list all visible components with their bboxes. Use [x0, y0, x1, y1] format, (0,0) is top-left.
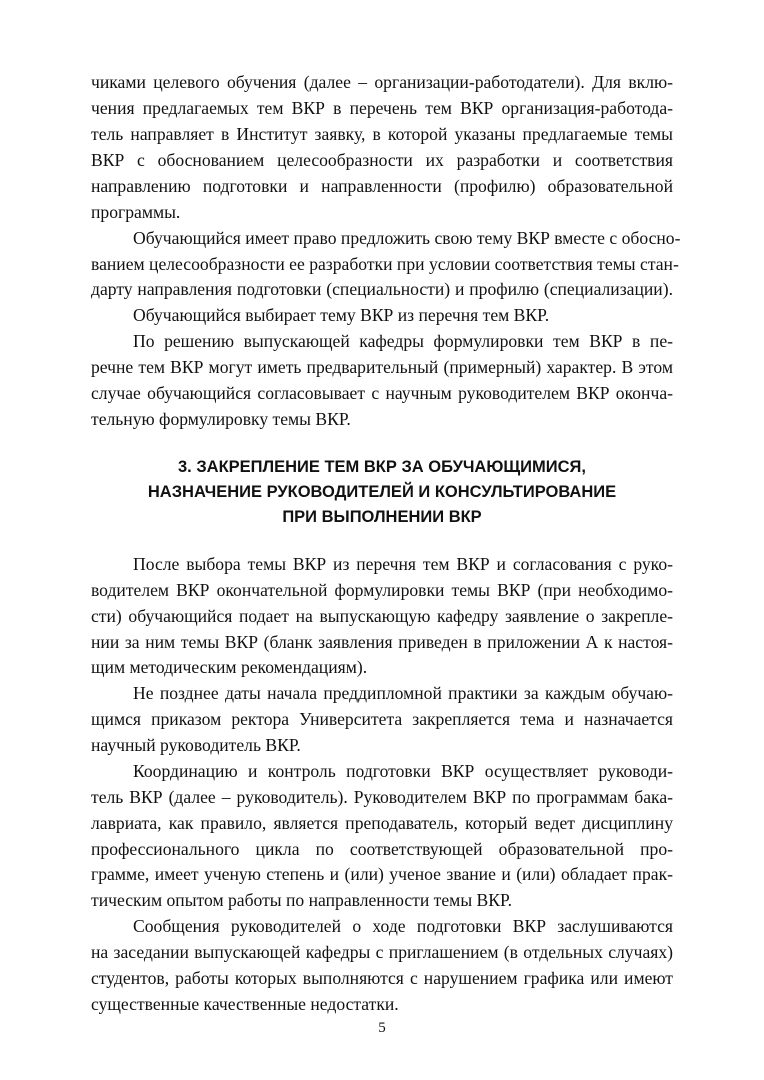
- section-heading-line: ПРИ ВЫПОЛНЕНИИ ВКР: [282, 508, 482, 526]
- paragraph-line: Обучающийся выбирает тему ВКР из перечня тем ВКР.: [133, 305, 550, 325]
- paragraph-line: чиками целевого обучения (далее – организации-работодатели). Для вклю-: [91, 72, 673, 92]
- paragraph-line: существенные качественные недостатки.: [91, 994, 399, 1014]
- paragraph-line: водителем ВКР окончательной формулировки темы ВКР (при необходимо-: [91, 580, 673, 600]
- paragraph-line: лавриата, как правило, является преподаватель, который ведет дисциплину: [91, 813, 673, 833]
- section-heading-line: 3. ЗАКРЕПЛЕНИЕ ТЕМ ВКР ЗА ОБУЧАЮЩИМИСЯ,: [177, 458, 587, 476]
- paragraph-line: Координацию и контроль подготовки ВКР осуществляет руководи-: [133, 761, 673, 781]
- paragraph-line: После выбора темы ВКР из перечня тем ВКР и согласования с руко-: [133, 554, 673, 574]
- paragraph-line: Обучающийся имеет право предложить свою тему ВКР вместе с обосно-: [133, 228, 681, 248]
- paragraph-line: тель направляет в Институт заявку, в которой указаны предлагаемые темы: [91, 124, 673, 144]
- paragraph-line: сти) обучающийся подает на выпускающую кафедру заявление о закрепле-: [91, 606, 673, 626]
- paragraph-line: на заседании выпускающей кафедры с приглашением (в отдельных случаях): [91, 942, 673, 962]
- paragraph-line: тельную формулировку темы ВКР.: [91, 409, 351, 429]
- paragraph-line: щим методическим рекомендациям).: [91, 657, 368, 677]
- paragraph-line: ванием целесообразности ее разработки при условии соответствия темы стан-: [91, 254, 679, 274]
- paragraph-line: тическим опытом работы по направленности темы ВКР.: [91, 890, 512, 910]
- paragraph-line: тель ВКР (далее – руководитель). Руководителем ВКР по программам бака-: [91, 787, 673, 807]
- paragraph-line: По решению выпускающей кафедры формулировки тем ВКР в пе-: [133, 331, 673, 351]
- paragraph-line: Не позднее даты начала преддипломной практики за каждым обучаю-: [133, 683, 673, 703]
- paragraph-line: профессионального цикла по соответствующей образовательной про-: [91, 839, 673, 859]
- paragraph-line: студентов, работы которых выполняются с нарушением графика или имеют: [91, 968, 673, 988]
- section-heading-line: НАЗНАЧЕНИЕ РУКОВОДИТЕЛЕЙ И КОНСУЛЬТИРОВАНИЕ: [147, 483, 617, 501]
- paragraph-line: случае обучающийся согласовывает с научным руководителем ВКР оконча-: [91, 383, 673, 403]
- paragraph-line: чения предлагаемых тем ВКР в перечень тем ВКР организация-работода-: [91, 98, 673, 118]
- page-number: 5: [378, 1020, 386, 1036]
- paragraph-line: ВКР с обоснованием целесообразности их разработки и соответствия: [91, 150, 673, 170]
- paragraph-line: направлению подготовки и направленности (профилю) образовательной: [91, 176, 673, 196]
- paragraph-line: речне тем ВКР могут иметь предварительный (примерный) характер. В этом: [91, 357, 673, 377]
- paragraph-line: грамме, имеет ученую степень и (или) ученое звание и (или) обладает прак-: [91, 864, 673, 884]
- paragraph-line: научный руководитель ВКР.: [91, 735, 301, 755]
- paragraph-line: щимся приказом ректора Университета закрепляется тема и назначается: [91, 709, 673, 729]
- paragraph-line: нии за ним темы ВКР (бланк заявления приведен в приложении А к настоя-: [91, 632, 673, 652]
- paragraph-line: дарту направления подготовки (специальности) и профилю (специализации).: [91, 279, 673, 299]
- paragraph-line: программы.: [91, 202, 181, 222]
- paragraph-line: Сообщения руководителей о ходе подготовки ВКР заслушиваются: [133, 916, 673, 936]
